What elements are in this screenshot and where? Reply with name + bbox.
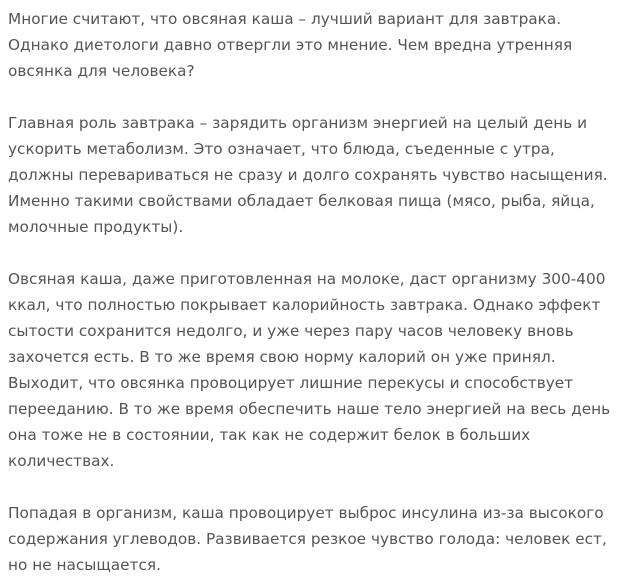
paragraph-insulin: Попадая в организм, каша провоцирует выброс инсулина из-за высокого содержания углеводов. Развивается резкое чувство голода: человек ест, но не насыщается.	[8, 504, 607, 574]
paragraph-breakfast-role: Главная роль завтрака – зарядить организм энергией на целый день и ускорить метаболизм. Это означает, что блюда, съеденные с утра, должны перевариваться не сразу и долго сохранять чувство насыщения. Именно такими свойствами обладает белковая пища (мясо, рыба, яйца, молочные продукты).	[8, 114, 608, 236]
paragraph-intro: Многие считают, что овсяная каша – лучший вариант для завтрака. Однако диетологи давно отвергли это мнение. Чем вредна утренняя овсянка для человека?	[8, 10, 573, 80]
paragraph-oatmeal-calories: Овсяная каша, даже приготовленная на молоке, даст организму 300-400 ккал, что полностью покрывает калорийность завтрака. Однако эффект сытости сохранится недолго, и уже через пару часов человеку вновь захочется есть. В то же время свою норму калорий он уже принял. Выходит, что овсянка провоцирует лишние перекусы и способствует перееданию. В то же время обеспечить наше тело энергией на весь день она тоже не в состоянии, так как не содержит белок в больших количествах.	[8, 270, 611, 470]
